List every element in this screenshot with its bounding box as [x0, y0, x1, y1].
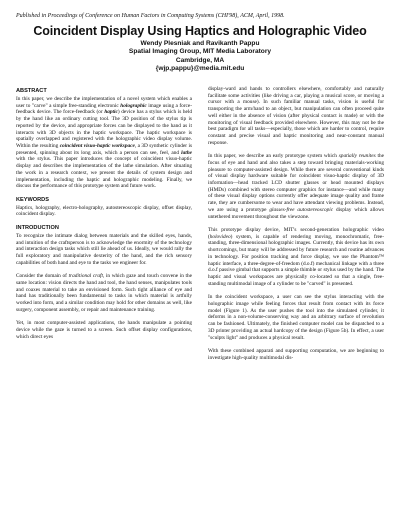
left-column: [16, 88, 192, 347]
paper-title: Coincident Display Using Haptics and Holographic Video: [33, 24, 367, 38]
introduction-heading: INTRODUCTION: [16, 224, 59, 231]
author-block: [0, 40, 400, 74]
right-column: [208, 86, 384, 368]
keywords-text: Haptics, holography, electro-holography, autostereoscopic display, offset display, coincident display.: [16, 204, 192, 218]
intro-paragraph-3: Yet, in most computer-assisted applications, the hands manipulate a pointing device while the gaze is turned to a screen. Such offset display configurations, which direct eyes: [16, 320, 192, 340]
right-paragraph-1: display-ward and hands to controllers elsewhere, comfortably and naturally facilitate some activities (like driving a car, playing a musical score, or moving a cursor with a mouse). In such familiar manual tasks, vision is useful for transporting the arm/hand to an object, but manipulation can often proceed quite well either in the absence of vision (after physical contact is made) or with the monitoring of visual feedback provided elsewhere. However, this may not be the best paradigm for all tasks—especially, those which are harder to control, require constant and precise visual and haptic monitoring and near-constant manual response.: [208, 86, 384, 146]
right-paragraph-3: This prototype display device, MIT's second-generation holographic video (holovideo) system, is capable of rendering moving, monochromatic, free-standing, three-dimensional holographic images. Currently, this device has its own shortcomings, but many will be addressed by future research and routine advances in technology. For position tracking and force display, we use the Phantom™ haptic interface, a three-degree-of-freedom (d.o.f) mechanical linkage with a three d.o.f passive gimbal that supports a simple thimble or stylus used by the hand. The haptic and visual workspaces are physically co-located so that a single, free-standing multimodal image of a cylinder to be "carved" is presented.: [208, 227, 384, 287]
abstract-heading: ABSTRACT: [16, 88, 47, 94]
group: Spatial Imaging Group, MIT Media Laboratory: [128, 48, 272, 56]
intro-paragraph-2: Consider the domain of traditional craft, in which gaze and touch convene in the same location: vision directs the hand and tool, the hand senses, manipulates tools and coaxes material to take an envisioned form. Such tight alliance of eye and hand has traditionally been fundamental to tasks in which material is artfully worked into form, and a similar condition may hold for other domains as well, like surgery, component assembly, or repair and maintenance training.: [16, 273, 193, 313]
right-paragraph-5: With these combined apparati and supporting computation, we are beginning to investigate high-quality multimodal dis-: [208, 347, 384, 361]
abstract-text: In this paper, we describe the implementation of a novel system which enables a user to "carve" a simple free-standing electronic holographic image using a force-feedback device. The force-feedback (or haptic) device has a stylus which is held by the hand like an ordinary cutting tool. The 3D position of the stylus tip is reported by the device, and appropriate forces can be displayed to the hand as it interacts with 3D objects in the haptic workspace. The haptic workspace is spatially overlapped and registered with the holographic video display volume. Within the resulting coincident visuo-haptic workspace, a 3D synthetic cylinder is presented, spinning about its long axis, which a person can see, feel, and lathe with the stylus. This paper introduces the concept of coincident visuo-haptic display and describes the implementation of the lathe simulation. After situating the work in a research context, we present the details of system design and implementation, including the haptic and holographic modeling. Finally, we discuss the performance of this prototype system and future work.: [16, 96, 192, 190]
authors: Wendy Plesniak and Ravikanth Pappu: [140, 40, 260, 47]
right-paragraph-4: In the coincident workspace, a user can see the stylus interacting with the holographic image while feeling forces that result from contact with its force model (Figure 1). As the user pushes the tool into the simulated cylinder, it deforms in a non-volume-conserving way and an arbitrary surface of revolution can be fashioned. Ultimately, the finished computer model can be dispatched to a 3D printer providing an actual hardcopy of the design (Figure 5b). In effect, a user "sculpts light" and produces a physical result.: [208, 294, 384, 341]
location: Cambridge, MA: [175, 56, 225, 64]
email: {wjp,pappu}@media.mit.edu: [155, 65, 245, 73]
publication-note: Published in Proceedings of Conference on Human Factors in Computing Systems (CHI'98), ACM, April, 1998.: [16, 13, 285, 19]
keywords-heading: KEYWORDS: [16, 196, 49, 203]
intro-paragraph-1: To recognize the intimate dialog between materials and the skilled eyes, hands, and intuition of the craftsperson is to acknowledge the enormity of the technology and interaction design tasks which still lie ahead of us. Ideally, we would rally the full exploratory and manipulative dexterity of the hand, and the rich sensory capabilities of both hand and eye to the tasks we engineer for.: [16, 232, 192, 266]
right-paragraph-2: In this paper, we describe an early prototype system which spatially reunites the focus of eye and hand and also takes a step toward bringing materials-working pleasure to computer-assisted design. While there are several conventional kinds of visual display hardware suitable for coincident visuo-haptic display of 3D information—head tracked LCD shutter glasses or head mounted displays (HMDs) combined with stereo computer graphics for instance—and while many of these visual display options currently offer adequate image quality and frame rate, they are cumbersome to wear and have attendant viewing problems. Instead, we are using a prototype glasses-free autostereoscopic display which allows untethered movement throughout the viewzone.: [208, 153, 385, 220]
